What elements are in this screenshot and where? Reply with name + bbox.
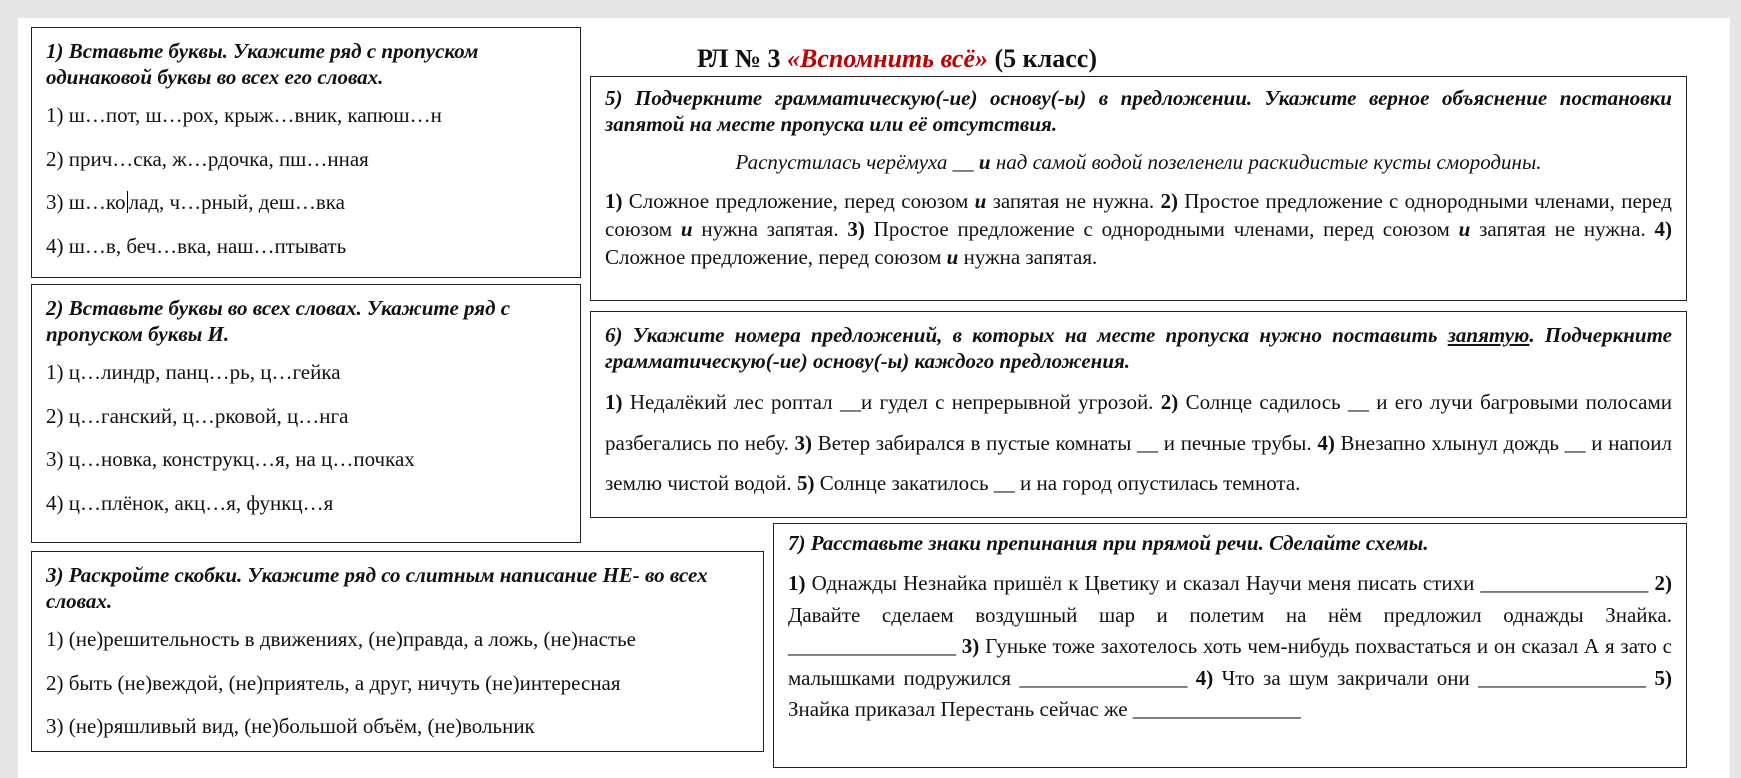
text-cursor: [127, 191, 128, 213]
task2-box: [31, 284, 581, 543]
title-prefix: РЛ № 3: [697, 44, 781, 73]
task6-heading: 6) Укажите номера предложений, в которых на месте пропуска нужно поставить запятую. Подчеркните грамматическую(-ие) основу(-ы) каждого предложения.: [605, 323, 1672, 373]
title-highlight: «Вспомнить всё»: [786, 44, 989, 73]
task3-option-3: 3) (не)ряшливый вид, (не)большой объём, (не)вольник: [46, 714, 535, 738]
task1-option-3: 3) ш…ко лад, ч…рный, деш…вка: [46, 190, 345, 214]
task5-heading: 5) Подчеркните грамматическую(-ие) основу(-ы) в предложении. Укажите верное объяснение постановки запятой на месте пропуска или её отсутствия.: [605, 86, 1672, 136]
task6-box: [590, 311, 1687, 518]
task1-option-2: 2) прич…ска, ж…рдочка, пш…нная: [46, 146, 369, 171]
task1-option-1: 1) ш…пот, ш…рох, крыж…вник, капюш…н: [46, 103, 442, 127]
title-suffix: (5 класс): [994, 44, 1097, 73]
task3-option-1: 1) (не)решительность в движениях, (не)правда, а ложь, (не)настье: [46, 627, 636, 651]
task2-option-2: 2) ц…ганский, ц…рковой, ц…нга: [46, 403, 349, 428]
task7-box: [773, 523, 1687, 768]
task3-heading: 3) Раскройте скобки. Укажите ряд со слитным написание НЕ- во всех словах.: [46, 563, 708, 613]
task1-box: [31, 27, 581, 278]
task1-heading: 1) Вставьте буквы. Укажите ряд с пропуском одинаковой буквы во всех его словах.: [46, 39, 479, 89]
task7-sentences: 1) Однажды Незнайка пришёл к Цветику и сказал Научи меня писать стихи ________________ 2) Давайте сделаем воздушный шар и полетим на нём предложил однажды Знайка. ________________ 3) Гуньке тоже захотелось хоть чем-нибудь похвастаться и он сказал А я зато с малышками подружился ________________ 4) Что за шум закричали они ________________ 5) Знайка приказал Перестань сейчас же ________________: [788, 571, 1673, 721]
task2-option-3: 3) ц…новка, конструкц…я, на ц…почках: [46, 447, 415, 471]
task6-sentences: 1) Недалёкий лес роптал __и гудел с непрерывной угрозой. 2) Солнце садилось __ и его лучи багровыми полосами разбегались по небу. 3) Ветер забирался в пустые комнаты __ и печные трубы. 4) Внезапно хлынул дождь __ и напоил землю чистой водой. 5) Солнце закатилось __ и на город опустилась темнота.: [605, 390, 1672, 495]
task2-heading: 2) Вставьте буквы во всех словах. Укажите ряд с пропуском буквы И.: [46, 296, 511, 346]
task5-box: [590, 76, 1687, 301]
task7-heading: 7) Расставьте знаки препинания при прямой речи. Сделайте схемы.: [788, 531, 1429, 555]
task1-option-4: 4) ш…в, беч…вка, наш…птывать: [46, 233, 347, 258]
task3-option-2: 2) быть (не)веждой, (не)приятель, а друг, ничуть (не)интересная: [46, 670, 621, 695]
task5-sentence: Распустилась черёмуха __ и над самой водой позеленели раскидистые кусты смородины.: [735, 150, 1542, 174]
task2-option-4: 4) ц…плёнок, акц…я, функц…я: [46, 490, 334, 515]
task3-box: [31, 551, 764, 752]
task5-answers: 1) Сложное предложение, перед союзом и запятая не нужна. 2) Простое предложение с однородными членами, перед союзом и нужна запятая. 3) Простое предложение с однородными членами, перед союзом и запятая не нужна. 4) Сложное предложение, перед союзом и нужна запятая.: [605, 189, 1672, 269]
task2-option-1: 1) ц…линдр, панц…рь, ц…гейка: [46, 360, 341, 384]
page-title: [597, 44, 1197, 74]
